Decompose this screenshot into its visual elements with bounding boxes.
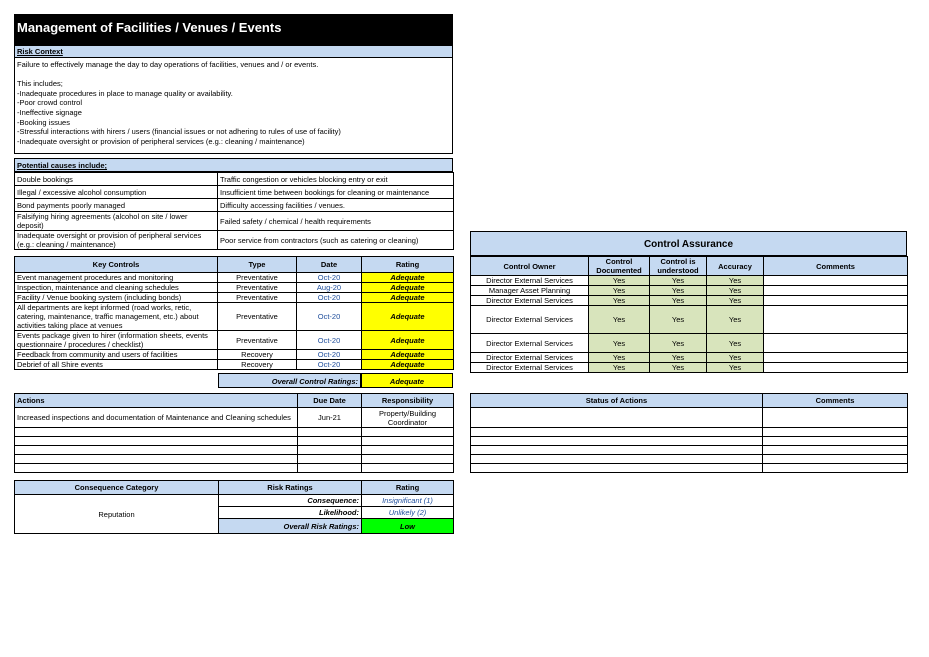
risk-context-line: This includes; xyxy=(17,79,63,89)
action-responsibility xyxy=(362,446,454,455)
causes-heading: Potential causes include; xyxy=(14,158,453,172)
col-key-controls: Key Controls xyxy=(15,257,218,273)
status-comment-cell xyxy=(763,464,908,473)
control-documented: Yes xyxy=(589,334,650,353)
control-understood: Yes xyxy=(650,286,707,296)
action-due-date xyxy=(298,437,362,446)
col-responsibility: Responsibility xyxy=(362,394,454,408)
status-comment-cell xyxy=(763,428,908,437)
control-date: Oct-20 xyxy=(297,350,362,360)
control-date: Oct-20 xyxy=(297,273,362,283)
status-comment-cell xyxy=(763,446,908,455)
overall-risk-label: Overall Risk Ratings: xyxy=(219,519,362,534)
status-row xyxy=(471,446,908,455)
action-due-date xyxy=(298,428,362,437)
status-cell xyxy=(471,446,763,455)
col-control-documented: Control Documented xyxy=(589,257,650,276)
control-name: All departments are kept informed (road works, retic, catering, maintenance, traffic management, etc.) about activities taking place at venues xyxy=(15,303,218,331)
cause-cell: Double bookings xyxy=(15,173,218,186)
action-text xyxy=(15,446,298,455)
status-comment-cell xyxy=(763,437,908,446)
assurance-row xyxy=(471,296,908,306)
action-due-date xyxy=(298,464,362,473)
action-text: Increased inspections and documentation of Maintenance and Cleaning schedules xyxy=(15,408,298,428)
assurance-comment xyxy=(764,334,908,353)
control-row xyxy=(15,360,454,370)
assurance-row xyxy=(471,353,908,363)
control-understood: Yes xyxy=(650,353,707,363)
action-text xyxy=(15,437,298,446)
status-row xyxy=(471,408,908,428)
control-accuracy: Yes xyxy=(707,334,764,353)
control-type: Preventative xyxy=(218,273,297,283)
control-name: Debrief of all Shire events xyxy=(15,360,218,370)
risk-context-heading: Risk Context xyxy=(14,45,453,58)
status-row xyxy=(471,428,908,437)
control-row xyxy=(15,331,454,350)
consequence-value: Insignificant (1) xyxy=(362,495,454,507)
control-type: Preventative xyxy=(218,283,297,293)
risk-context-line: -Stressful interactions with hirers / users (financial issues or not adhering to rules of use of facility) xyxy=(17,127,341,137)
action-row xyxy=(15,446,454,455)
assurance-comment xyxy=(764,363,908,373)
causes-table xyxy=(14,172,454,250)
control-date: Aug-20 xyxy=(297,283,362,293)
col-consequence-category: Consequence Category xyxy=(15,481,219,495)
status-row xyxy=(471,455,908,464)
control-date: Oct-20 xyxy=(297,360,362,370)
control-rating: Adequate xyxy=(362,350,454,360)
assurance-row xyxy=(471,363,908,373)
col-comments: Comments xyxy=(764,257,908,276)
col-type: Type xyxy=(218,257,297,273)
control-documented: Yes xyxy=(589,363,650,373)
control-accuracy: Yes xyxy=(707,363,764,373)
risk-context-line xyxy=(17,70,450,80)
col-actions: Actions xyxy=(15,394,298,408)
action-due-date xyxy=(298,446,362,455)
control-owner: Director External Services xyxy=(471,363,589,373)
action-due-date xyxy=(298,455,362,464)
risk-context-lines xyxy=(17,60,450,146)
cause-cell: Insufficient time between bookings for cleaning or maintenance xyxy=(218,186,454,199)
cause-row xyxy=(15,173,454,186)
status-cell xyxy=(471,408,763,428)
control-date: Oct-20 xyxy=(297,293,362,303)
status-cell xyxy=(471,437,763,446)
status-comment-cell xyxy=(763,408,908,428)
assurance-comment xyxy=(764,286,908,296)
status-cell xyxy=(471,464,763,473)
control-row xyxy=(15,273,454,283)
cause-cell: Failed safety / chemical / health requirements xyxy=(218,212,454,231)
col-rating: Rating xyxy=(362,257,454,273)
cause-row xyxy=(15,186,454,199)
status-row xyxy=(471,464,908,473)
control-accuracy: Yes xyxy=(707,353,764,363)
control-rating: Adequate xyxy=(362,293,454,303)
cause-row xyxy=(15,212,454,231)
action-row xyxy=(15,464,454,473)
control-rating: Adequate xyxy=(362,303,454,331)
control-accuracy: Yes xyxy=(707,306,764,334)
cause-cell: Difficulty accessing facilities / venues. xyxy=(218,199,454,212)
control-rating: Adequate xyxy=(362,360,454,370)
control-owner: Director External Services xyxy=(471,296,589,306)
risk-context-line: -Poor crowd control xyxy=(17,98,83,108)
assurance-comment xyxy=(764,306,908,334)
overall-control-value: Adequate xyxy=(361,373,453,388)
assurance-row xyxy=(471,334,908,353)
control-documented: Yes xyxy=(589,276,650,286)
control-date: Oct-20 xyxy=(297,331,362,350)
control-row xyxy=(15,303,454,331)
status-row xyxy=(471,437,908,446)
control-owner: Manager Asset Planning xyxy=(471,286,589,296)
risk-context-line: Failure to effectively manage the day to day operations of facilities, venues and / or events. xyxy=(17,60,319,69)
control-owner: Director External Services xyxy=(471,276,589,286)
control-name: Facility / Venue booking system (including bonds) xyxy=(15,293,218,303)
action-row xyxy=(15,437,454,446)
likelihood-value: Unlikely (2) xyxy=(362,507,454,519)
col-status-of-actions: Status of Actions xyxy=(471,394,763,408)
action-responsibility xyxy=(362,455,454,464)
cause-cell: Bond payments poorly managed xyxy=(15,199,218,212)
assurance-comment xyxy=(764,353,908,363)
control-assurance-title: Control Assurance xyxy=(470,231,907,256)
status-table xyxy=(470,393,908,473)
cause-cell: Poor service from contractors (such as catering or cleaning) xyxy=(218,231,454,250)
col-due-date: Due Date xyxy=(298,394,362,408)
likelihood-label: Likelihood: xyxy=(219,507,362,519)
actions-table xyxy=(14,393,454,473)
status-cell xyxy=(471,428,763,437)
risk-context-line: -Inadequate oversight or provision of peripheral services (e.g.: cleaning / maintenance) xyxy=(17,136,305,146)
control-understood: Yes xyxy=(650,296,707,306)
status-cell xyxy=(471,455,763,464)
action-due-date: Jun-21 xyxy=(298,408,362,428)
cause-cell: Falsifying hiring agreements (alcohol on site / lower deposit) xyxy=(15,212,218,231)
control-rating: Adequate xyxy=(362,273,454,283)
control-understood: Yes xyxy=(650,363,707,373)
col-control-owner: Control Owner xyxy=(471,257,589,276)
control-documented: Yes xyxy=(589,286,650,296)
cause-cell: Traffic congestion or vehicles blocking entry or exit xyxy=(218,173,454,186)
control-understood: Yes xyxy=(650,276,707,286)
control-row xyxy=(15,293,454,303)
action-text xyxy=(15,464,298,473)
col-risk-rating: Rating xyxy=(362,481,454,495)
cause-cell: Illegal / excessive alcohol consumption xyxy=(15,186,218,199)
controls-table xyxy=(14,256,454,370)
control-row xyxy=(15,350,454,360)
col-date: Date xyxy=(297,257,362,273)
assurance-comment xyxy=(764,276,908,286)
consequence-category-value: Reputation xyxy=(15,495,219,534)
control-row xyxy=(15,283,454,293)
overall-control-label: Overall Control Ratings: xyxy=(218,373,361,388)
control-understood: Yes xyxy=(650,306,707,334)
overall-risk-value: Low xyxy=(362,519,454,534)
cause-cell: Inadequate oversight or provision of peripheral services (e.g.: cleaning / maintenance) xyxy=(15,231,218,250)
risk-context-line: -Ineffective signage xyxy=(17,107,82,117)
control-accuracy: Yes xyxy=(707,276,764,286)
assurance-row xyxy=(471,286,908,296)
control-type: Preventative xyxy=(218,331,297,350)
cause-row xyxy=(15,199,454,212)
col-accuracy: Accuracy xyxy=(707,257,764,276)
action-responsibility xyxy=(362,437,454,446)
control-name: Feedback from community and users of facilities xyxy=(15,350,218,360)
control-name: Event management procedures and monitoring xyxy=(15,273,218,283)
control-documented: Yes xyxy=(589,296,650,306)
page-title: Management of Facilities / Venues / Events xyxy=(14,14,453,45)
action-text xyxy=(15,455,298,464)
control-accuracy: Yes xyxy=(707,296,764,306)
assurance-comment xyxy=(764,296,908,306)
consequence-label: Consequence: xyxy=(219,495,362,507)
control-type: Preventative xyxy=(218,303,297,331)
risk-rating-table xyxy=(14,480,454,534)
status-comment-cell xyxy=(763,455,908,464)
risk-context-box xyxy=(14,58,453,154)
control-understood: Yes xyxy=(650,334,707,353)
action-row xyxy=(15,455,454,464)
action-row xyxy=(15,428,454,437)
action-row xyxy=(15,408,454,428)
risk-context-line: -Booking issues xyxy=(17,117,70,127)
control-type: Recovery xyxy=(218,350,297,360)
control-name: Events package given to hirer (information sheets, events questionnaire / procedures / checklist) xyxy=(15,331,218,350)
action-responsibility: Property/Building Coordinator xyxy=(362,408,454,428)
assurance-row xyxy=(471,306,908,334)
action-responsibility xyxy=(362,464,454,473)
control-name: Inspection, maintenance and cleaning schedules xyxy=(15,283,218,293)
col-control-understood: Control is understood xyxy=(650,257,707,276)
control-rating: Adequate xyxy=(362,331,454,350)
control-owner: Director External Services xyxy=(471,306,589,334)
control-documented: Yes xyxy=(589,306,650,334)
cause-row xyxy=(15,231,454,250)
action-responsibility xyxy=(362,428,454,437)
control-owner: Director External Services xyxy=(471,353,589,363)
control-accuracy: Yes xyxy=(707,286,764,296)
control-documented: Yes xyxy=(589,353,650,363)
control-type: Preventative xyxy=(218,293,297,303)
col-risk-ratings: Risk Ratings xyxy=(219,481,362,495)
control-rating: Adequate xyxy=(362,283,454,293)
assurance-table xyxy=(470,256,908,373)
control-date: Oct-20 xyxy=(297,303,362,331)
assurance-row xyxy=(471,276,908,286)
col-status-comments: Comments xyxy=(763,394,908,408)
control-owner: Director External Services xyxy=(471,334,589,353)
risk-context-line: -Inadequate procedures in place to manage quality or availability. xyxy=(17,88,233,98)
action-text xyxy=(15,428,298,437)
control-type: Recovery xyxy=(218,360,297,370)
